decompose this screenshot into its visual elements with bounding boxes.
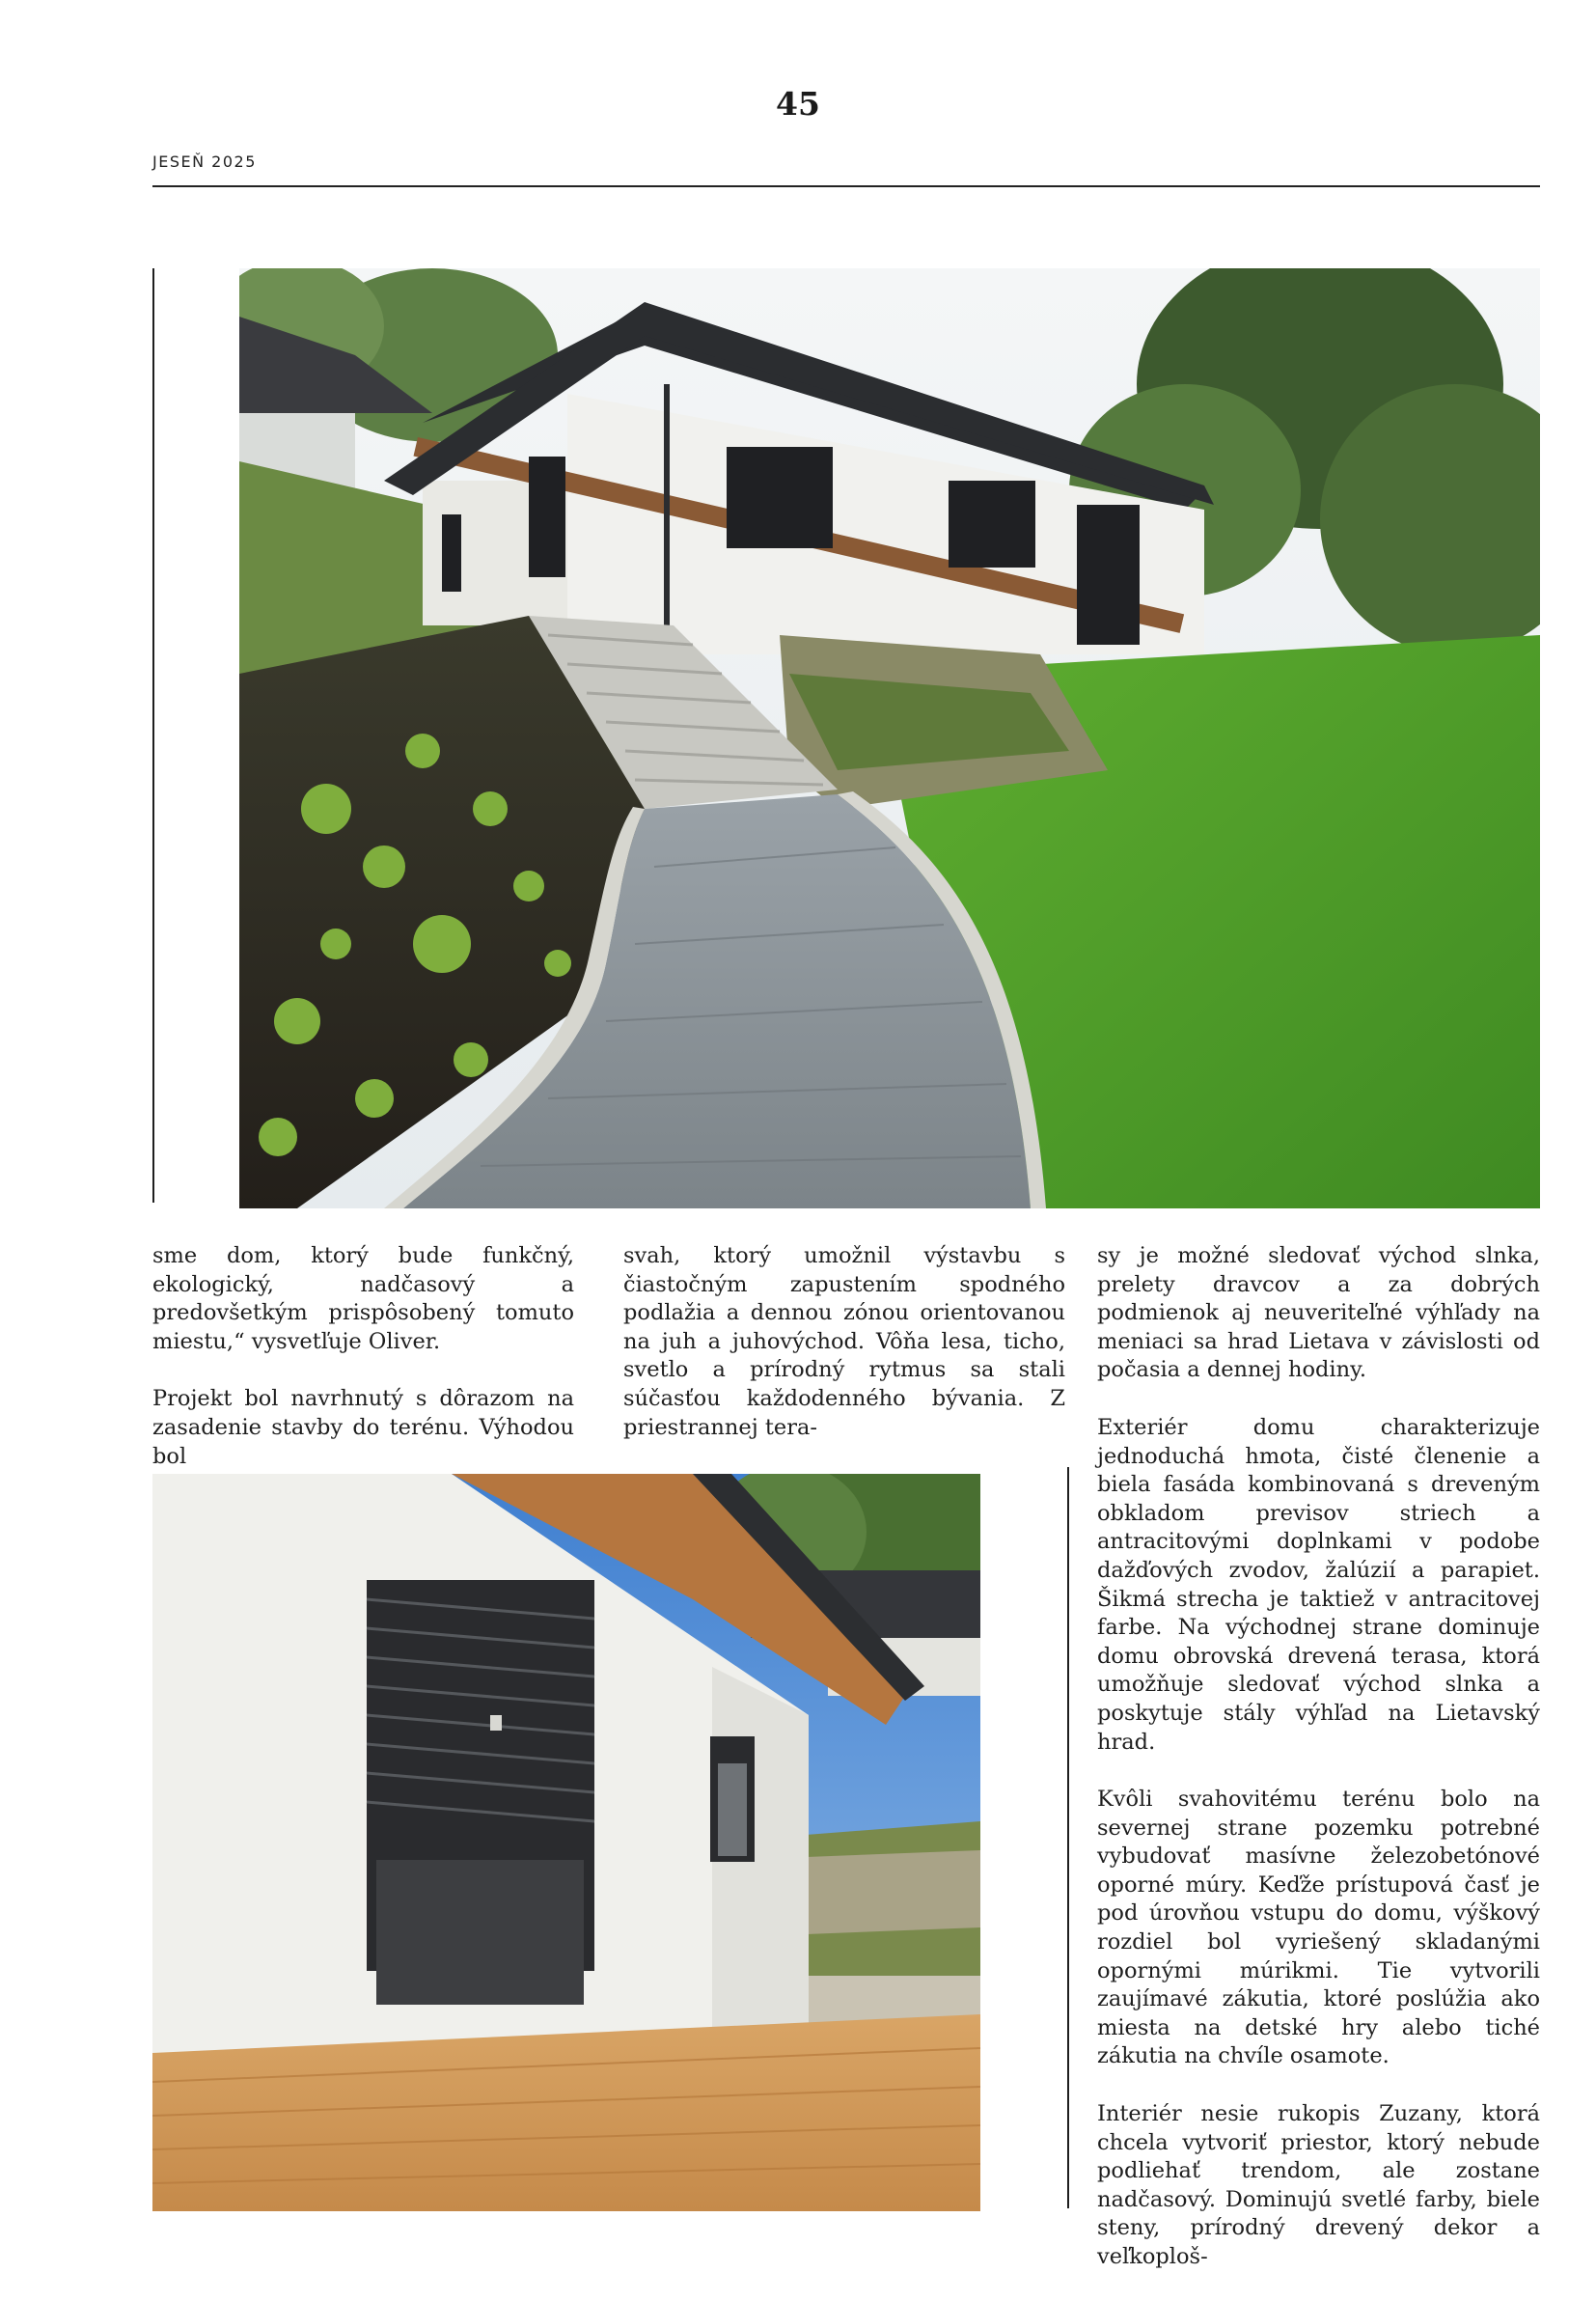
paragraph: sme dom, ktorý bude funkčný, ekologický, nadčasový a predovšetkým prispôsobený tomuto miestu,“ vysvetľuje Oliver.	[152, 1243, 574, 1354]
paragraph: Exteriér domu charakterizuje jednoduchá hmota, čisté členenie a biela fasáda kombinovaná s dreveným obkladom previsov striech a antracitovými doplnkami v podobe dažďových zvodov, žalúzií a parapiet. Šikmá strecha je taktiež v antracitovej farbe. Na východnej strane dominuje domu obrovská drevená terasa, ktorá umožňuje sledovať východ slnka a poskytuje stály výhľad na Lietavský hrad.	[1097, 1414, 1540, 1755]
paragraph: svah, ktorý umožnil výstavbu s čiastočným zapustením spodného podlažia a dennou zónou orientovanou na juh a juhovýchod. Vôňa lesa, ticho, svetlo a prírodný rytmus sa stali súčasťou každodenného bývania. Z priestrannej tera-	[623, 1243, 1065, 1440]
paragraph: Interiér nesie rukopis Zuzany, ktorá chcela vytvoriť priestor, ktorý nebude podliehať trendom, ale zostane nadčasový. Dominujú svetlé farby, biele steny, prírodný drevený dekor a veľkoploš-	[1097, 2101, 1540, 2269]
issue-label: JESEŇ 2025	[152, 152, 257, 171]
text-column-2	[623, 1242, 1065, 1471]
page-number: 45	[776, 85, 820, 123]
paragraph: Kvôli svahovitému terénu bolo na severnej strane pozemku potrebné vybudovať masívne železobetónové oporné múry. Keďže prístupová časť je pod úrovňou vstupu do domu, výškový rozdiel bol vyriešený skladanými opornými múrikmi. Tie vytvorili zaujímavé zákutia, ktoré poslúžia ako miesta na detské hry alebo tiché zákutia na chvíle osamote.	[1097, 1787, 1540, 2069]
header-rule	[152, 185, 1540, 187]
text-column-3	[1097, 1242, 1540, 2301]
paragraph: sy je možné sledovať východ slnka, prelety dravcov a za dobrých podmienok aj neuveriteľné výhľady na meniaci sa hrad Lietava v závislosti od počasia a dennej hodiny.	[1097, 1243, 1540, 1383]
column-rule-left	[152, 268, 154, 1203]
paragraph: Projekt bol navrhnutý s dôrazom na zasadenie stavby do terénu. Výhodou bol	[152, 1386, 574, 1469]
column-rule-right	[1067, 1467, 1069, 2208]
terrace-facade-photo	[152, 1474, 980, 2211]
text-column-1	[152, 1242, 574, 1500]
garden-path-house-photo	[239, 268, 1540, 1208]
